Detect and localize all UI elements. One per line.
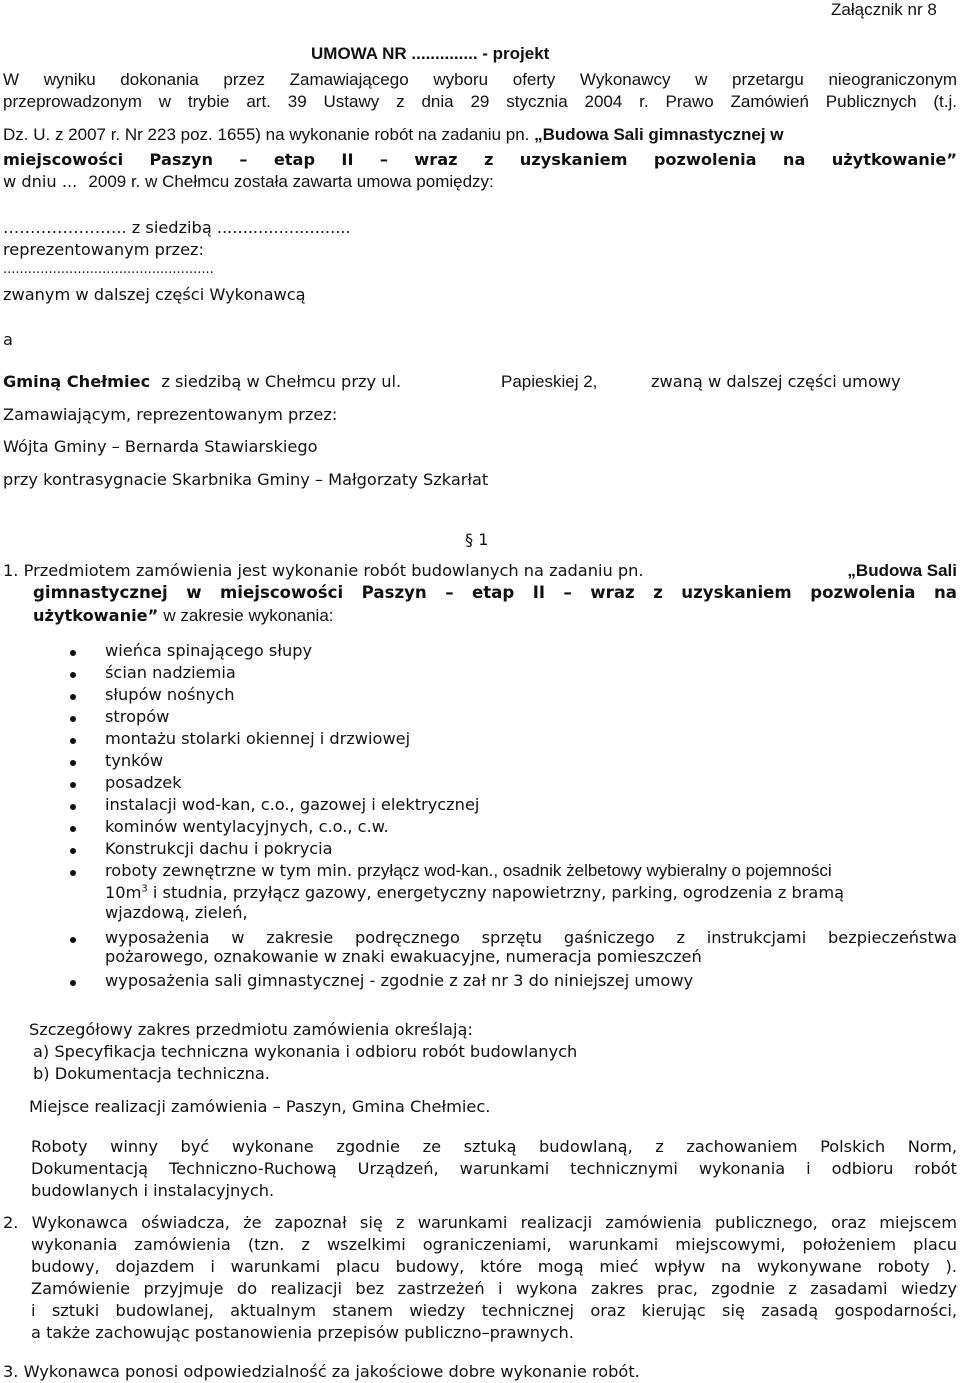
mayor-name: Wójta Gminy – Bernarda Stawiarskiego [3,437,318,456]
intro-line-5 [3,172,494,192]
list-item: posadzek [105,773,182,792]
scope-item-b: b) Dokumentacja techniczna. [33,1064,270,1083]
s1-line-3-bold: użytkowanie” [33,606,159,625]
bullet-icon [70,760,76,766]
ext-works-volume-exp: 3 [141,883,148,895]
intro-line-2: przeprowadzonym w trybie art. 39 Ustawy z dnia 29 stycznia 2004 r. Prawo Zamówień Publicznych (t.j. [3,92,957,111]
attachment-label: Załącznik nr 8 [831,0,937,19]
list-item: montażu stolarki okiennej i drzwiowej [105,729,411,748]
bullet-icon [70,980,76,986]
list-item: wieńca spinającego słupy [105,641,313,660]
list-item: Konstrukcji dachu i pokrycia [105,839,333,858]
ext-works-a: roboty zewnętrzne w tym min. [105,861,353,880]
contractor-dots: ................................................... [3,262,214,277]
list-item-external-works [105,861,957,922]
countersign-line: przy kontrasygnacie Skarbnika Gminy – Małgorzaty Szkarłat [3,470,489,489]
s1-line-1-plain: 1. Przedmiotem zamówienia jest wykonanie robót budowlanych na zadaniu pn. [3,561,644,580]
p2-line-6: a także zachowując postanowienia przepisów publiczno–prawnych. [31,1323,574,1342]
ext-works-d: i studnia, przyłącz gazowy, energetyczny napowietrzny, parking, ogrodzenia z bramą [152,883,845,902]
ext-works-e: wjazdową, zieleń, [105,903,248,922]
s1-line-2: gimnastycznej w miejscowości Paszyn – etap II – wraz z uzyskaniem pozwolenia na [33,583,957,602]
works-line-1: Roboty winny być wykonane zgodnie ze sztuką budowlaną, z zachowaniem Polskich Norm, [31,1137,957,1156]
contractor-seat: ………………….. z siedzibą .......................... [3,218,351,237]
bullet-icon [70,804,76,810]
intro-line-3 [3,125,784,145]
list-item: wyposażenia sali gimnastycznej - zgodnie z zał nr 3 do niniejszej umowy [105,971,694,990]
works-line-2: Dokumentacją Techniczno-Ruchową Urządzeń, warunkami technicznymi wykonania i odbioru robót [31,1159,957,1178]
bullet-icon [70,738,76,744]
bullet-icon [70,650,76,656]
employer-called: zwaną w dalszej części umowy [651,372,901,391]
intro-line-3-plain: Dz. U. z 2007 r. Nr 223 poz. 1655) na wykonanie robót na zadaniu pn. [3,125,530,144]
bullet-icon [70,826,76,832]
list-item-fire-equipment [105,928,957,966]
p2-line-3: budowy, dojazdem i warunkami placu budowy, które mogą mieć wpływ na wykonywane roboty ). [31,1257,957,1276]
p2-line-2: wykonania zamówienia (tzn. z wszelkimi ograniczeniami, warunkami miejscowymi, położeniem placu [31,1235,957,1254]
intro-date-rest: 2009 r. w Chełmcu została zawarta umowa pomiędzy: [88,172,494,191]
employer-seat: z siedzibą w Chełmcu przy ul. [161,372,402,391]
ext-works-volume: 10m [105,883,142,902]
ext-works-b: przyłącz wod-kan. [357,861,494,880]
bullet-icon [70,716,76,722]
works-line-3: budowlanych i instalacyjnych. [31,1181,275,1200]
section-sign-1: § 1 [465,530,489,549]
s1-line-1 [3,561,957,580]
s1-line-3-plain: w zakresie wykonania: [163,606,334,625]
place-of-work: Miejsce realizacji zamówienia – Paszyn, Gmina Chełmiec. [29,1097,491,1116]
fire-equipment-line-2: pożarowego, oznakowanie w znaki ewakuacyjne, numeracja pomieszczeń [105,947,702,966]
fire-equipment-line-1: wyposażenia w zakresie podręcznego sprzętu gaśniczego z instrukcjami bezpieczeństwa [105,928,957,947]
employer-name: Gminą Chełmiec [3,372,151,391]
p2-line-1: 2. Wykonawca oświadcza, że zapoznał się z warunkami realizacji zamówienia publicznego, oraz miejscem [3,1213,957,1232]
contractor-represented-by: reprezentowanym przez: [3,240,205,259]
bullet-icon [70,870,76,876]
p3-line: 3. Wykonawca ponosi odpowiedzialność za jakościowe dobre wykonanie robót. [3,1362,640,1381]
list-item: kominów wentylacyjnych, c.o., c.w. [105,817,389,836]
bullet-icon [70,782,76,788]
scope-item-a: a) Specyfikacja techniczna wykonania i odbioru robót budowlanych [33,1042,578,1061]
list-item: tynków [105,751,164,770]
bullet-icon [70,672,76,678]
bullet-icon [70,694,76,700]
p2-line-5: i sztuki budowlanej, aktualnym stanem wiedzy technicznej oraz kierując się zasadą gospodarności, [31,1301,957,1320]
scope-title: Szczegółowy zakres przedmiotu zamówienia określają: [29,1020,473,1039]
intro-line-3-bold: „Budowa Sali gimnastycznej w [534,125,784,144]
bullet-icon [70,937,76,943]
p2-line-4: Zamówienie przyjmuje do realizacji bez zastrzeżeń i wykona zakres prac, zgodnie z zasadami wiedzy [31,1279,957,1298]
employer-represented: Zamawiającym, reprezentowanym przez: [3,405,338,424]
list-item: ścian nadziemia [105,663,236,682]
s1-line-1-bold: „Budowa Sali [847,561,957,580]
list-item: instalacji wod-kan, c.o., gazowej i elektrycznej [105,795,480,814]
contractor-called: zwanym w dalszej części Wykonawcą [3,285,306,304]
employer-street: Papieskiej 2, [501,372,598,391]
intro-line-4: miejscowości Paszyn – etap II – wraz z uzyskaniem pozwolenia na użytkowanie” [3,150,957,169]
intro-date-placeholder: w dniu ... [3,172,78,191]
contract-title: UMOWA NR .............. - projekt [311,44,550,63]
ext-works-c: , osadnik żelbetowy wybieralny o pojemności [493,861,832,880]
s1-line-3 [33,606,334,626]
employer-line-1 [3,372,401,391]
and-conjunction: a [3,330,13,349]
list-item: stropów [105,707,170,726]
intro-line-1: W wyniku dokonania przez Zamawiającego wyboru oferty Wykonawcy w przetargu nieograniczonym [3,70,957,89]
list-item: słupów nośnych [105,685,235,704]
bullet-icon [70,848,76,854]
